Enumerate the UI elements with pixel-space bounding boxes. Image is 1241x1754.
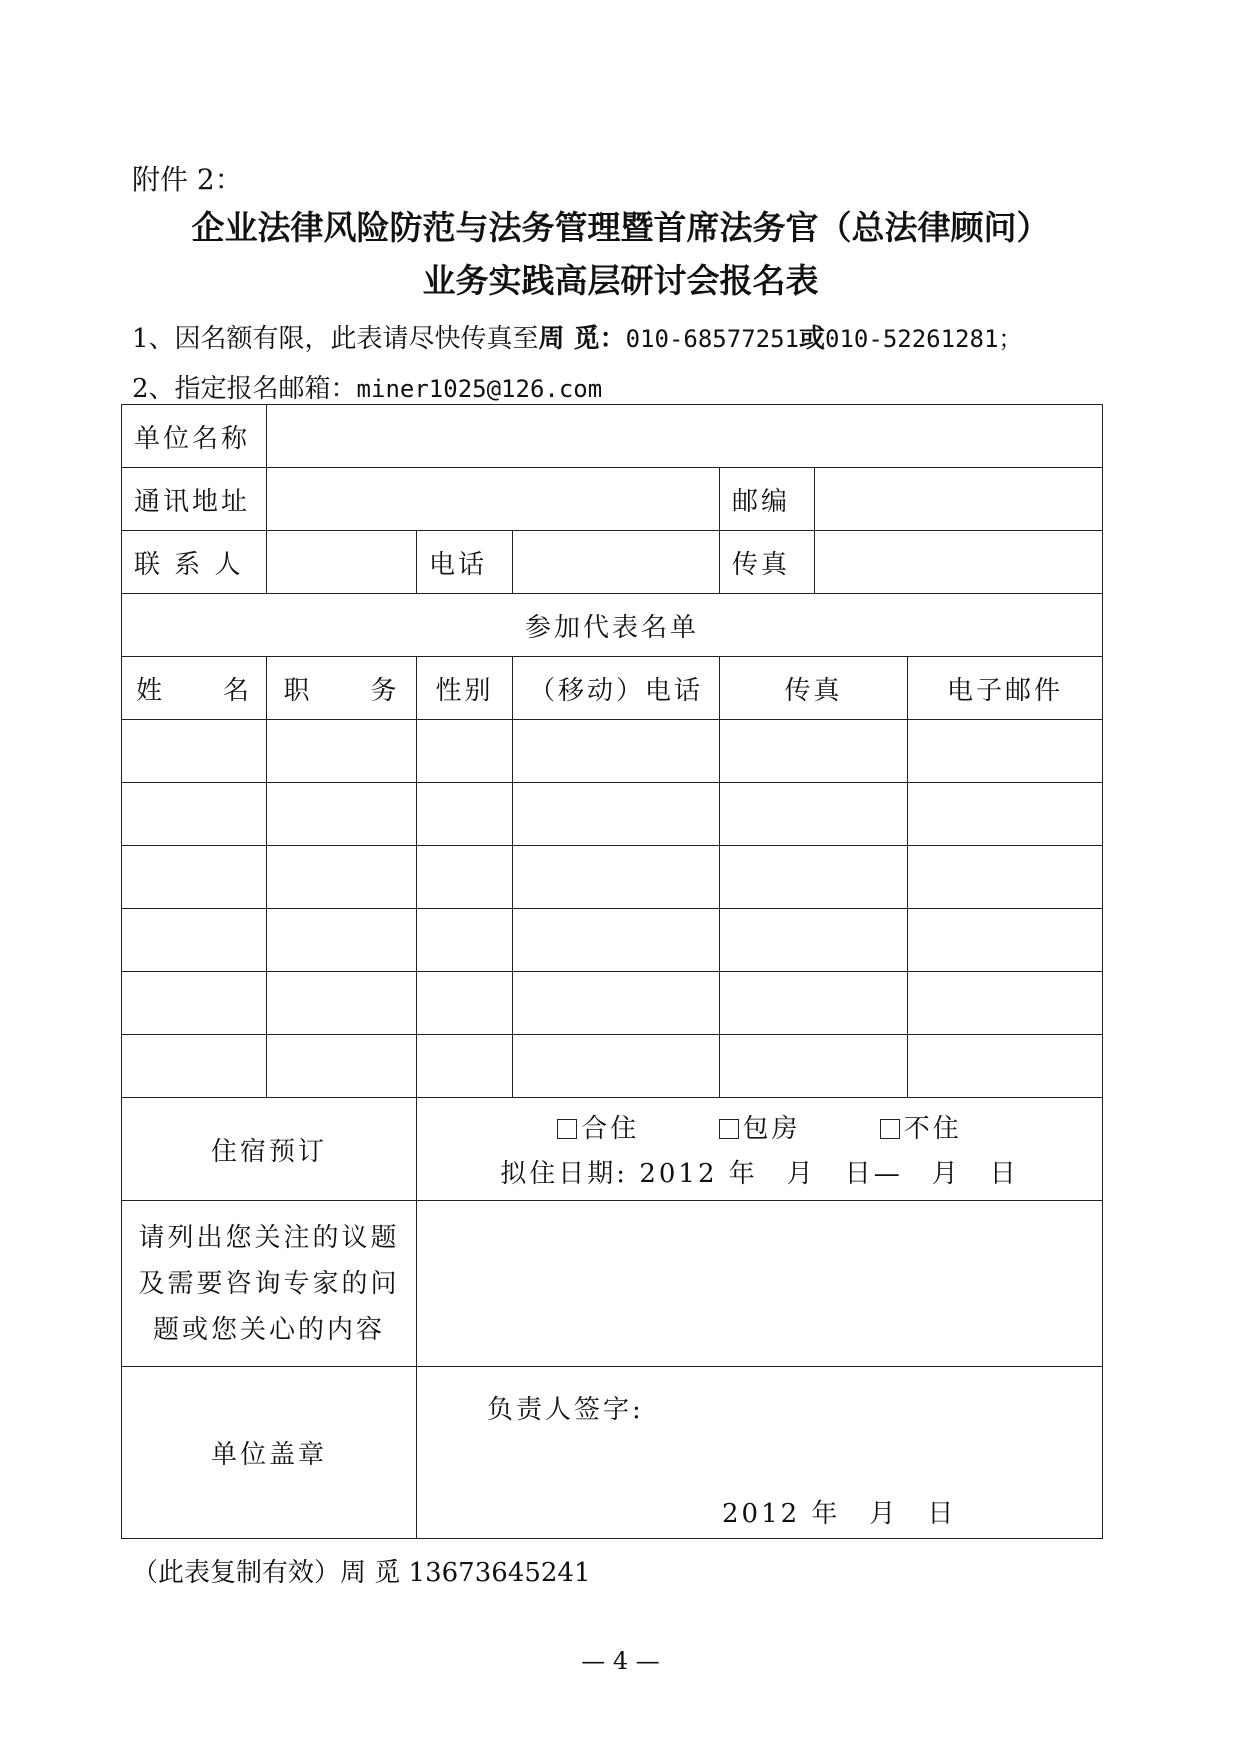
delegate-cell[interactable] [908,972,1103,1035]
delegate-row [122,1035,1103,1098]
delegate-row [122,909,1103,972]
delegate-cell[interactable] [417,783,513,846]
delegate-cell[interactable] [267,846,417,909]
delegates-columns-row [122,657,1103,720]
delegate-cell[interactable] [267,972,417,1035]
delegate-cell[interactable] [417,972,513,1035]
postcode-field[interactable] [815,468,1103,531]
delegate-cell[interactable] [122,783,267,846]
delegate-cell[interactable] [513,720,720,783]
option-private-room[interactable]: 包房 [719,1114,801,1144]
fax-notice [132,318,1022,355]
delegate-cell[interactable] [720,972,908,1035]
delegate-cell[interactable] [513,783,720,846]
delegate-cell[interactable] [720,720,908,783]
delegate-cell[interactable] [513,1035,720,1098]
delegate-cell[interactable] [417,846,513,909]
phone-field[interactable] [513,531,720,594]
delegate-cell[interactable] [720,1035,908,1098]
col-fax: 传真 [720,657,908,720]
delegate-cell[interactable] [720,909,908,972]
delegate-cell[interactable] [122,1035,267,1098]
delegate-cell[interactable] [122,720,267,783]
page-number: — 4 — [581,1647,660,1675]
contact-label: 联 系 人 [122,531,267,594]
phone-label: 电话 [417,531,513,594]
fax-field[interactable] [815,531,1103,594]
checkbox-icon[interactable] [880,1119,900,1139]
delegate-cell[interactable] [720,846,908,909]
option-no-stay[interactable]: 不住 [880,1114,962,1144]
delegate-cell[interactable] [267,909,417,972]
delegate-cell[interactable] [908,846,1103,909]
delegate-cell[interactable] [908,1035,1103,1098]
delegates-header-row [122,594,1103,657]
stay-date-line: 拟住日期: 2012 年 月 日— 月 日 [500,1159,1019,1189]
contact-field[interactable] [267,531,417,594]
delegate-cell[interactable] [267,1035,417,1098]
fax-number-2: 010-52261281； [825,325,1023,353]
topics-field[interactable] [417,1201,1103,1367]
delegate-cell[interactable] [513,972,720,1035]
address-field[interactable] [267,468,720,531]
registration-form-table [121,404,1103,1539]
delegate-cell[interactable] [122,972,267,1035]
delegate-cell[interactable] [513,909,720,972]
delegate-row [122,846,1103,909]
delegate-cell[interactable] [267,783,417,846]
col-name: 姓 名 [122,657,267,720]
contact-name: 周 觅： [538,324,626,354]
delegates-header: 参加代表名单 [122,594,1103,657]
signature-area[interactable] [417,1367,1103,1539]
delegate-cell[interactable] [908,783,1103,846]
postcode-label: 邮编 [720,468,815,531]
delegate-row [122,972,1103,1035]
delegate-cell[interactable] [122,909,267,972]
address-label: 通讯地址 [122,468,267,531]
email-notice [132,368,602,405]
col-gender: 性别 [417,657,513,720]
checkbox-icon[interactable] [557,1119,577,1139]
delegate-cell[interactable] [122,846,267,909]
or-word: 或 [799,324,826,354]
unit-name-row [122,405,1103,468]
footer-note: （此表复制有效）周 觅 13673645241 [132,1558,591,1588]
unit-name-label: 单位名称 [122,405,267,468]
delegate-row [122,720,1103,783]
checkbox-icon[interactable] [719,1119,739,1139]
signature-date: 2012 年 月 日 [722,1499,957,1529]
topics-label: 请列出您关注的议题 及需要咨询专家的问 题或您关心的内容 [122,1201,417,1367]
form-title-line2: 业务实践高层研讨会报名表 [422,261,819,300]
delegate-cell[interactable] [908,909,1103,972]
contact-row [122,531,1103,594]
topics-row [122,1201,1103,1367]
unit-name-field[interactable] [267,405,1103,468]
email-notice-text: 2、指定报名邮箱： [132,374,357,404]
delegate-row [122,783,1103,846]
option-shared[interactable]: 合住 [557,1114,639,1144]
address-row [122,468,1103,531]
accommodation-options [417,1098,1103,1201]
delegate-cell[interactable] [513,846,720,909]
delegate-cell[interactable] [720,783,908,846]
col-email: 电子邮件 [908,657,1103,720]
delegate-cell[interactable] [908,720,1103,783]
form-title-line1: 企业法律风险防范与法务管理暨首席法务官（总法律顾问） [191,208,1050,247]
accommodation-label: 住宿预订 [122,1098,417,1201]
delegate-cell[interactable] [417,1035,513,1098]
col-mobile: （移动）电话 [513,657,720,720]
seal-label: 单位盖章 [122,1367,417,1539]
delegate-cell[interactable] [417,909,513,972]
fax-label: 传真 [720,531,815,594]
attachment-label: 附件 2： [132,163,243,196]
signup-email: miner1025@126.com [356,375,603,403]
accommodation-row [122,1098,1103,1201]
delegate-cell[interactable] [267,720,417,783]
col-position: 职 务 [267,657,417,720]
fax-number-1: 010-68577251 [625,325,799,353]
delegate-cell[interactable] [417,720,513,783]
seal-row [122,1367,1103,1539]
signature-label: 负责人签字: [487,1395,644,1425]
fax-notice-text: 1、因名额有限，此表请尽快传真至 [132,324,539,354]
